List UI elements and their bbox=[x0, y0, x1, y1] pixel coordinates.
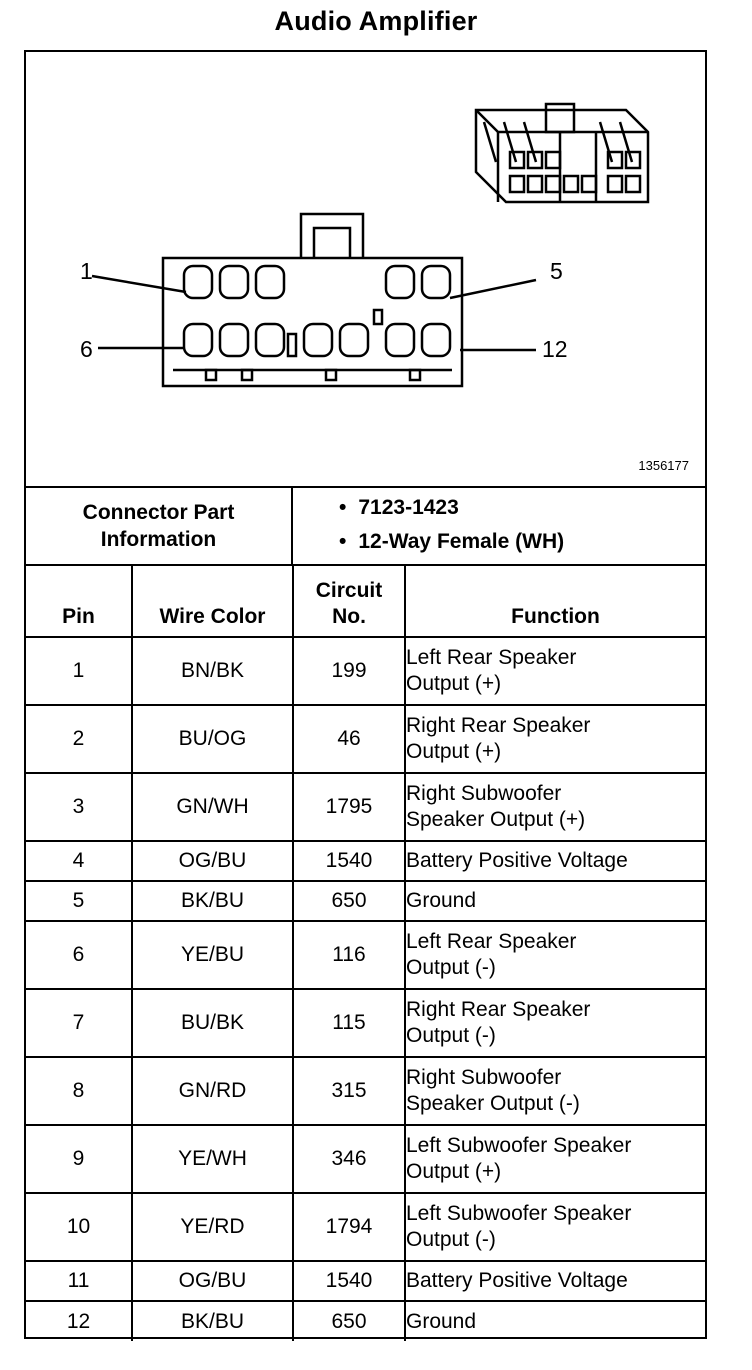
page-title: Audio Amplifier bbox=[274, 6, 478, 36]
function-line2: Output (+) bbox=[406, 1160, 502, 1183]
table-row bbox=[26, 1125, 705, 1193]
pin-label-1: 1 bbox=[80, 258, 93, 284]
connector-info-values bbox=[295, 488, 705, 564]
function-line1: Left Rear Speaker bbox=[406, 930, 577, 953]
connector-sheet bbox=[24, 50, 707, 1339]
pin-cell: 12 bbox=[26, 1301, 132, 1341]
function-line1: Right Subwoofer bbox=[406, 1066, 562, 1089]
wire-color-cell: BK/BU bbox=[132, 1301, 293, 1341]
pin-cell: 8 bbox=[26, 1057, 132, 1125]
figure-number: 1356177 bbox=[638, 458, 689, 473]
function-line2: Output (-) bbox=[406, 956, 496, 979]
table-row bbox=[26, 637, 705, 705]
pin-cell: 3 bbox=[26, 773, 132, 841]
header-pin: Pin bbox=[26, 564, 132, 637]
function-cell bbox=[405, 1261, 705, 1301]
function-line1: Ground bbox=[406, 1309, 477, 1333]
function-cell bbox=[405, 1301, 705, 1341]
function-line1: Ground bbox=[406, 889, 477, 912]
table-row bbox=[26, 881, 705, 921]
pin-cell: 10 bbox=[26, 1193, 132, 1261]
circuit-cell: 199 bbox=[293, 637, 405, 705]
circuit-cell: 315 bbox=[293, 1057, 405, 1125]
pin-label-12: 12 bbox=[542, 336, 568, 362]
connector-part-info bbox=[26, 488, 705, 566]
circuit-cell: 1794 bbox=[293, 1193, 405, 1261]
function-line2: Speaker Output (+) bbox=[406, 808, 586, 831]
table-row bbox=[26, 989, 705, 1057]
table-row bbox=[26, 773, 705, 841]
function-cell bbox=[405, 921, 705, 989]
connector-info-label bbox=[26, 488, 293, 564]
wire-color-cell: YE/RD bbox=[132, 1193, 293, 1261]
pin-cell: 4 bbox=[26, 841, 132, 881]
table-row bbox=[26, 1193, 705, 1261]
table-row bbox=[26, 921, 705, 989]
top-row-cavities bbox=[184, 266, 450, 298]
description-bullet bbox=[339, 530, 564, 554]
connector-info-label-line2: Information bbox=[100, 528, 217, 551]
function-cell bbox=[405, 1125, 705, 1193]
circuit-cell: 1540 bbox=[293, 841, 405, 881]
pin-cell: 5 bbox=[26, 881, 132, 921]
wire-color-cell: YE/BU bbox=[132, 921, 293, 989]
pin-label-6: 6 bbox=[80, 336, 93, 362]
pin-label-5: 5 bbox=[550, 258, 563, 284]
function-cell bbox=[405, 881, 705, 921]
wire-color-cell: BU/OG bbox=[132, 705, 293, 773]
function-cell bbox=[405, 841, 705, 881]
wire-color-cell: OG/BU bbox=[132, 1261, 293, 1301]
wire-color-cell: GN/RD bbox=[132, 1057, 293, 1125]
pin-cell: 7 bbox=[26, 989, 132, 1057]
pin-cell: 9 bbox=[26, 1125, 132, 1193]
circuit-cell: 346 bbox=[293, 1125, 405, 1193]
table-row bbox=[26, 1057, 705, 1125]
header-function: Function bbox=[405, 564, 705, 637]
pinout-table bbox=[26, 564, 705, 1341]
connector-diagram bbox=[26, 52, 705, 488]
connector-info-label-line1: Connector Part bbox=[82, 501, 235, 524]
function-line2: Speaker Output (-) bbox=[406, 1092, 580, 1115]
function-line1: Left Subwoofer Speaker bbox=[406, 1134, 632, 1157]
header-circuit-line2: No. bbox=[332, 605, 366, 628]
part-number-bullet bbox=[339, 496, 459, 520]
header-wire-color: Wire Color bbox=[132, 564, 293, 637]
wire-color-cell: GN/WH bbox=[132, 773, 293, 841]
header-circuit bbox=[293, 564, 405, 637]
function-line2: Output (-) bbox=[406, 1228, 496, 1251]
bottom-row-cavities bbox=[184, 324, 450, 356]
bullet-icon: • bbox=[339, 530, 347, 553]
table-header-row bbox=[26, 564, 705, 637]
table-row bbox=[26, 1301, 705, 1341]
header-circuit-line1: Circuit bbox=[315, 579, 383, 602]
function-line1: Battery Positive Voltage bbox=[406, 849, 628, 872]
wire-color-cell: BK/BU bbox=[132, 881, 293, 921]
function-line2: Output (+) bbox=[406, 740, 502, 763]
circuit-cell: 46 bbox=[293, 705, 405, 773]
function-cell bbox=[405, 705, 705, 773]
function-line1: Left Subwoofer Speaker bbox=[406, 1202, 632, 1225]
part-number: 7123-1423 bbox=[358, 496, 459, 519]
circuit-cell: 1540 bbox=[293, 1261, 405, 1301]
pin-cell: 6 bbox=[26, 921, 132, 989]
function-cell bbox=[405, 773, 705, 841]
leader-pin-1 bbox=[92, 276, 186, 292]
circuit-cell: 1795 bbox=[293, 773, 405, 841]
pin-cell: 11 bbox=[26, 1261, 132, 1301]
function-line1: Left Rear Speaker bbox=[406, 646, 577, 669]
wire-color-cell: OG/BU bbox=[132, 841, 293, 881]
connector-drawing bbox=[26, 52, 705, 486]
circuit-cell: 115 bbox=[293, 989, 405, 1057]
wire-color-cell: BU/BK bbox=[132, 989, 293, 1057]
function-line2: Output (+) bbox=[406, 672, 502, 695]
pin-cell: 1 bbox=[26, 637, 132, 705]
wire-color-cell: YE/WH bbox=[132, 1125, 293, 1193]
circuit-cell: 650 bbox=[293, 1301, 405, 1341]
table-row bbox=[26, 841, 705, 881]
function-line1: Right Rear Speaker bbox=[406, 714, 591, 737]
circuit-cell: 650 bbox=[293, 881, 405, 921]
function-line1: Right Subwoofer bbox=[406, 782, 562, 805]
table-row bbox=[26, 705, 705, 773]
function-cell bbox=[405, 637, 705, 705]
wire-color-cell: BN/BK bbox=[132, 637, 293, 705]
pin-cell: 2 bbox=[26, 705, 132, 773]
connector-description: 12-Way Female (WH) bbox=[358, 530, 565, 553]
bullet-icon: • bbox=[339, 496, 347, 519]
function-cell bbox=[405, 1193, 705, 1261]
function-cell bbox=[405, 989, 705, 1057]
circuit-cell: 116 bbox=[293, 921, 405, 989]
connector-face-view bbox=[163, 214, 462, 386]
table-row bbox=[26, 1261, 705, 1301]
connector-isometric-view bbox=[476, 104, 648, 202]
function-line1: Battery Positive Voltage bbox=[406, 1269, 628, 1292]
function-line2: Output (-) bbox=[406, 1024, 496, 1047]
function-cell bbox=[405, 1057, 705, 1125]
function-line1: Right Rear Speaker bbox=[406, 998, 591, 1021]
